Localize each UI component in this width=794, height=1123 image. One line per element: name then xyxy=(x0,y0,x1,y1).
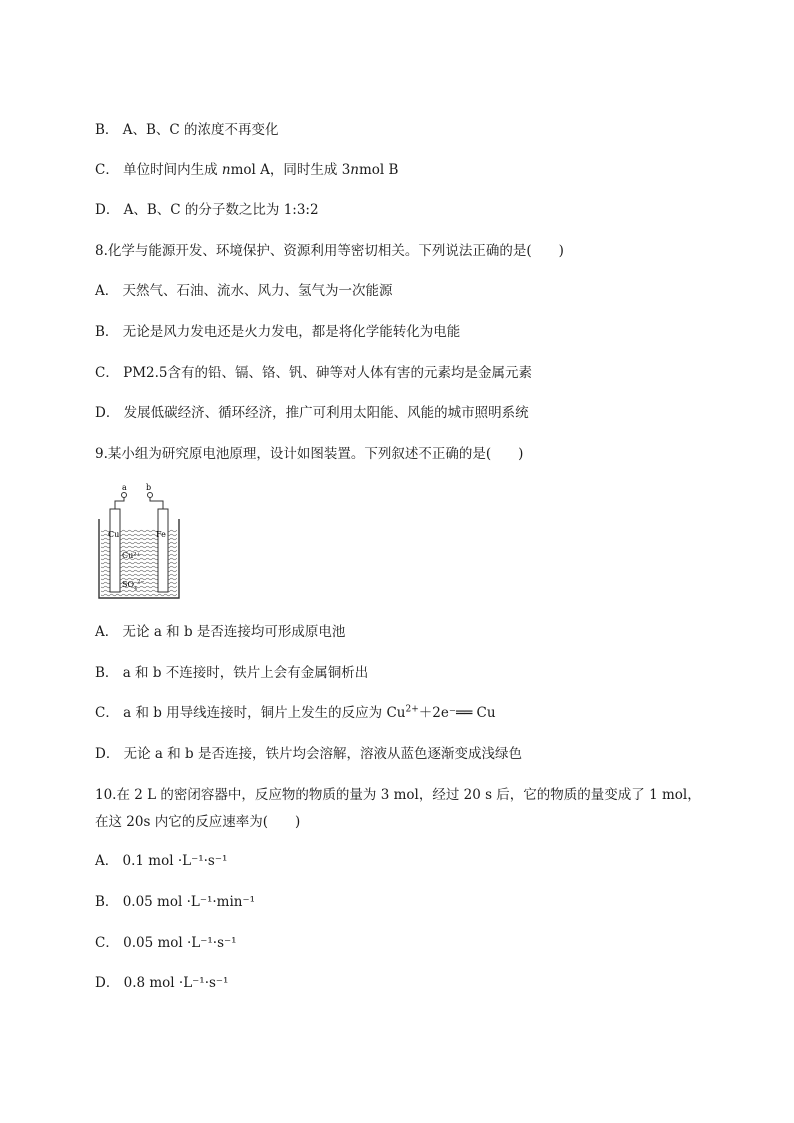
q10-option-d: D． 0.8 mol ·L⁻¹·s⁻¹ xyxy=(95,975,229,991)
terminal-b-label: b xyxy=(146,483,152,492)
q8-stem: 8.化学与能源开发、环境保护、资源利用等密切相关。下列说法正确的是( ) xyxy=(95,243,564,259)
q9-option-c-text-1: C． a 和 b 用导线连接时，铜片上发生的反应为 Cu xyxy=(95,705,406,721)
sulfate-ion-superscript: 2− xyxy=(137,579,145,585)
q8-option-c: C． PM2.5含有的铅、镉、铬、钒、砷等对人体有害的元素均是金属元素 xyxy=(95,365,532,381)
electrode-left-label: Cu xyxy=(108,530,120,539)
copper-ion-label: Cu²⁺ xyxy=(122,551,141,560)
q9-option-c-charge: 2+ xyxy=(405,704,419,715)
q10-stem-line-2: 在这 20s 内它的反应速率为( ) xyxy=(95,814,301,830)
q9-option-c-text-2: ＋2e⁻══ Cu xyxy=(418,705,496,721)
iron-electrode xyxy=(158,509,168,592)
q10-option-a: A． 0.1 mol ·L⁻¹·s⁻¹ xyxy=(95,853,228,869)
terminal-a-label: a xyxy=(122,483,127,492)
q7-option-c xyxy=(95,161,398,179)
q7-option-c-text-2: mol A，同时生成 3 xyxy=(230,162,351,178)
q7-option-c-text-3: mol B xyxy=(359,162,399,178)
q10-option-b: B． 0.05 mol ·L⁻¹·min⁻¹ xyxy=(95,894,256,910)
copper-electrode xyxy=(110,509,120,592)
q7-option-b: B． A、B、C 的浓度不再变化 xyxy=(95,122,279,138)
sulfate-ion-base: SO xyxy=(122,580,135,589)
q9-option-a: A． 无论 a 和 b 是否连接均可形成原电池 xyxy=(95,624,346,640)
wire-a xyxy=(115,497,124,509)
q7-option-c-var-n2: n xyxy=(350,162,359,178)
q9-option-d: D． 无论 a 和 b 是否连接，铁片均会溶解，溶液从蓝色逐渐变成浅绿色 xyxy=(95,746,522,762)
terminal-b xyxy=(148,493,153,498)
q8-option-a: A． 天然气、石油、流水、风力、氢气为一次能源 xyxy=(95,283,393,299)
q7-option-d: D． A、B、C 的分子数之比为 1:3:2 xyxy=(95,202,319,218)
q7-option-c-var-n1: n xyxy=(221,162,231,178)
q9-option-c xyxy=(95,704,496,722)
q9-option-b: B． a 和 b 不连接时，铁片上会有金属铜析出 xyxy=(95,665,369,681)
terminal-a xyxy=(122,493,127,498)
q9-stem: 9.某小组为研究原电池原理，设计如图装置。下列叙述不正确的是( ) xyxy=(95,446,524,462)
electrode-right-label: Fe xyxy=(156,530,166,539)
q8-option-d: D． 发展低碳经济、循环经济，推广可利用太阳能、风能的城市照明系统 xyxy=(95,405,529,421)
q10-stem-line-1: 10.在 2 L 的密闭容器中，反应物的物质的量为 3 mol，经过 20 s 后，它的物质的量变成了 1 mol， xyxy=(95,787,701,803)
q7-option-c-text-1: C． 单位时间内生成 xyxy=(95,162,222,178)
wire-b xyxy=(150,497,163,509)
q8-option-b: B． 无论是风力发电还是火力发电，都是将化学能转化为电能 xyxy=(95,324,461,340)
galvanic-cell-diagram xyxy=(98,481,180,603)
q10-option-c: C． 0.05 mol ·L⁻¹·s⁻¹ xyxy=(95,935,237,951)
sulfate-ion-subscript: 4 xyxy=(134,586,138,592)
